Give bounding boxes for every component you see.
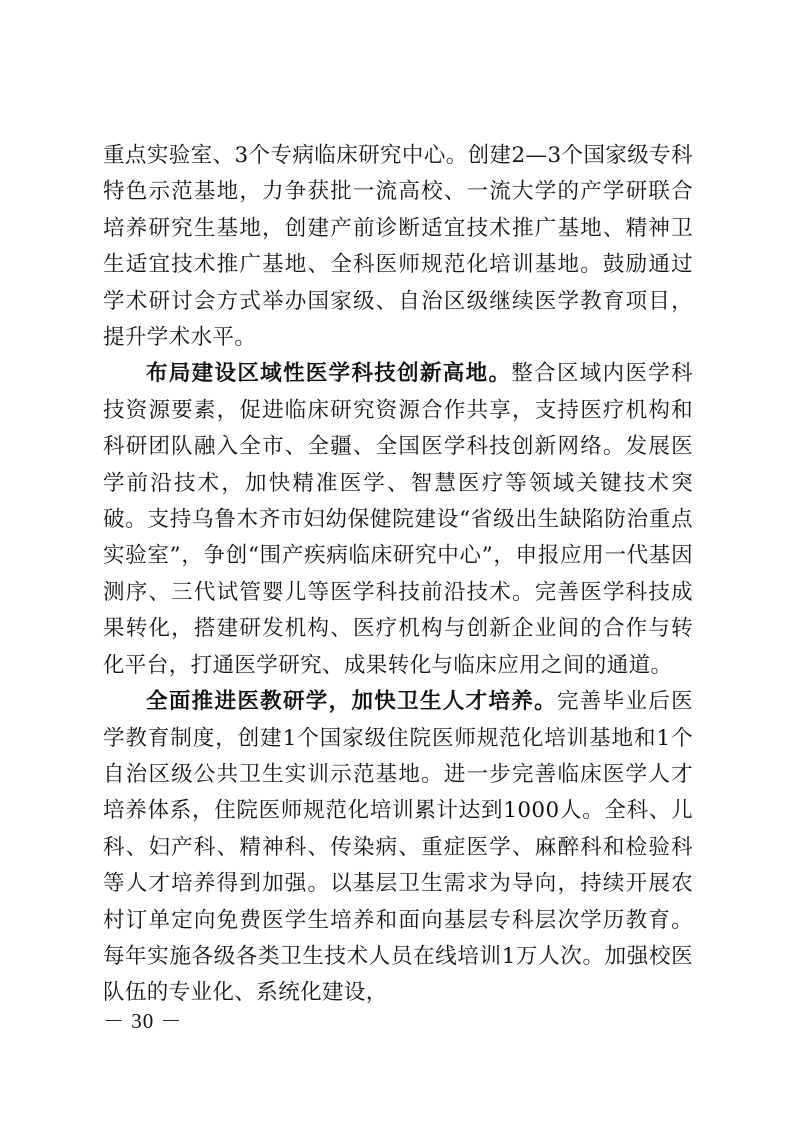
paragraph-medical-innovation — [103, 356, 693, 684]
paragraph-text: 整合区域内医学科技资源要素，促进临床研究资源合作共享，支持医疗机构和科研团队融入全市、全疆、全国医学科技创新网络。发展医学前沿技术，加快精准医学、智慧医疗等领域关键技术突破。支持乌鲁木齐市妇幼保健院建设“省级出生缺陷防治重点实验室”，争创“围产疾病临床研究中心”，申报应用一代基因测序、三代试管婴儿等医学科技前沿技术。完善医学科技成果转化，搭建研发机构、医疗机构与创新企业间的合作与转化平台，打通医学研究、成果转化与临床应用之间的通道。 — [103, 361, 694, 678]
paragraph-heading: 全面推进医教研学，加快卫生人才培养。 — [146, 689, 557, 715]
paragraph-heading: 布局建设区域性医学科技创新高地。 — [146, 361, 512, 387]
body-text — [103, 138, 693, 1012]
paragraph-continued — [103, 138, 693, 356]
paragraph-talent-training — [103, 684, 693, 1012]
page-number: － 30 － — [103, 1009, 183, 1033]
paragraph-text: 重点实验室、3个专病临床研究中心。创建2—3个国家级专科特色示范基地，力争获批一流高校、一流大学的产学研联合培养研究生基地，创建产前诊断适宜技术推广基地、精神卫生适宜技术推广基地、全科医师规范化培训基地。鼓励通过学术研讨会方式举办国家级、自治区级继续医学教育项目，提升学术水平。 — [103, 143, 693, 351]
paragraph-text: 完善毕业后医学教育制度，创建1个国家级住院医师规范化培训基地和1个自治区级公共卫生实训示范基地。进一步完善临床医学人才培养体系，住院医师规范化培训累计达到1000人。全科、儿科、妇产科、精神科、传染病、重症医学、麻醉科和检验科等人才培养得到加强。以基层卫生需求为导向，持续开展农村订单定向免费医学生培养和面向基层专科层次学历教育。每年实施各级各类卫生技术人员在线培训1万人次。加强校医队伍的专业化、系统化建设， — [103, 689, 694, 1006]
